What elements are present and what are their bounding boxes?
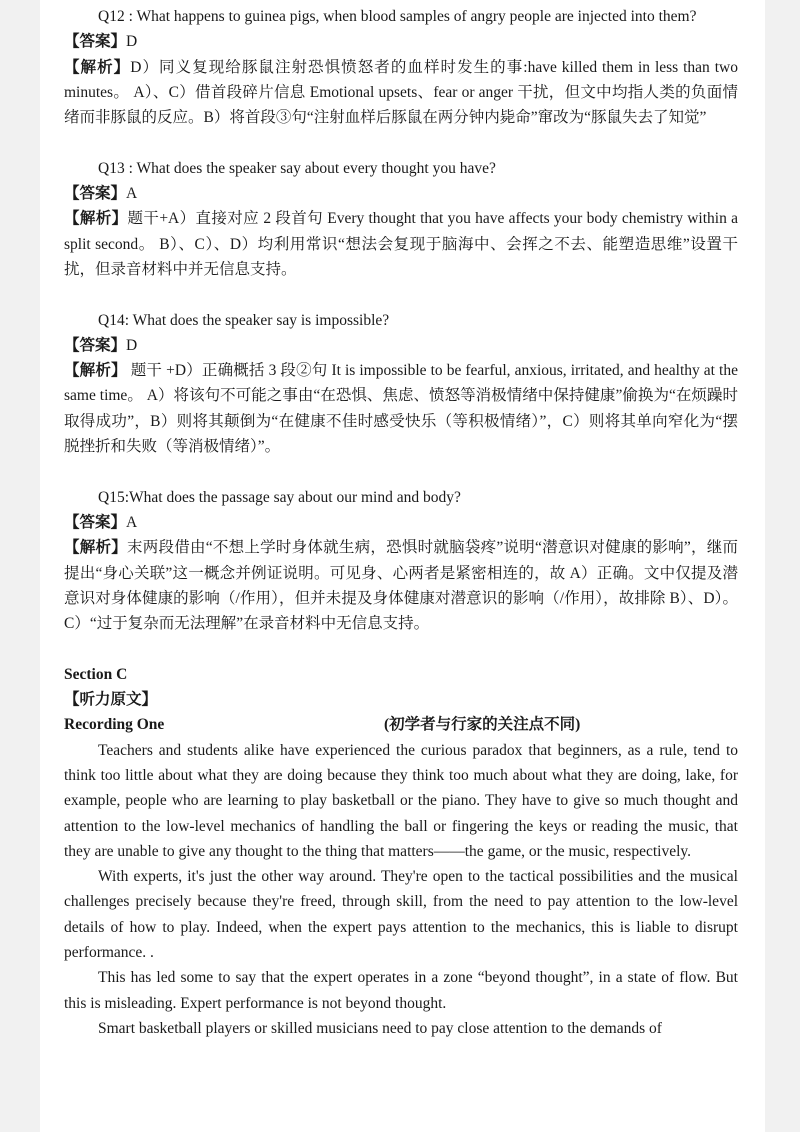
analysis-tag: 【解析】 — [64, 539, 127, 557]
q15-question: Q15:What does the passage say about our mind and body? — [98, 488, 461, 506]
recording-header — [64, 712, 738, 737]
analysis-tag: 【解析】 — [64, 210, 128, 228]
transcript-paragraph: Teachers and students alike have experienced the curious paradox that beginners, as a rule, tend to think too little about what they are doing because they think too much about what they are doing, lake, for example, people who are learning to play basketball or the piano. They have to give so much thought and attention to the low-level mechanics of handling the ball or fingering the keys or reading the music, that they are unable to give any thought to the thing that matters——the game, or the music, respectively. — [64, 741, 738, 860]
answer-tag: 【答案】 — [64, 185, 127, 203]
q12-question: Q12 : What happens to guinea pigs, when blood samples of angry people are injected into them? — [98, 8, 697, 25]
q14-analysis — [64, 358, 738, 459]
answer-value: D — [126, 33, 138, 51]
transcript-paragraph: Smart basketball players or skilled musicians need to pay close attention to the demands of — [98, 1019, 662, 1037]
q13-answer — [64, 181, 738, 206]
q12-answer — [64, 29, 738, 54]
recording-note: (初学者与行家的关注点不同) — [384, 716, 581, 734]
spacer — [64, 282, 738, 307]
answer-value: D — [126, 336, 138, 354]
analysis-text: 末两段借由“不想上学时身体就生病，恐惧时就脑袋疼”说明“潜意识对健康的影响”，继而提出“身心关联”这一概念并例证说明。可见身、心两者是紧密相连的，故 A）正确。文中仅提及潜意识对身体健康的影响（/作用），但并未提及身体健康对潜意识的影响（/作用），故排除 B）、D）。C）“过于复杂而无法理解”在录音材料中无信息支持。 — [64, 539, 738, 633]
analysis-text: D）同义复现给豚鼠注射恐惧愤怒者的血样时发生的事:have killed them in less than two minutes。 A）、C）借首段碎片信息 Emotional upsets、fear or anger 干扰，但文中均指人类的负面情绪而非豚鼠的反应。B）将首段③句“注射血样后豚鼠在两分钟内毙命”窜改为“豚鼠失去了知觉” — [64, 58, 738, 127]
transcript-paragraph: This has led some to say that the expert operates in a zone “beyond thought”, in a state of flow. But this is misleading. Expert performance is not beyond thought. — [64, 969, 738, 1012]
transcript-tag: 【听力原文】 — [64, 691, 158, 709]
q13-analysis — [64, 206, 738, 282]
spacer — [64, 130, 738, 155]
answer-tag: 【答案】 — [64, 513, 127, 531]
q15-analysis — [64, 535, 738, 636]
q15-answer — [64, 510, 738, 535]
q14-question: Q14: What does the speaker say is impossible? — [98, 311, 390, 329]
spacer — [64, 459, 738, 484]
transcript-paragraph: With experts, it's just the other way around. They're open to the tactical possibilities and the musical challenges precisely because they're freed, through skill, from the need to pay attention to the low-level details of how to play. Indeed, when the expert pays attention to the mechanics, this is liable to disrupt performance. . — [64, 868, 738, 961]
analysis-tag: 【解析】 — [64, 362, 127, 380]
analysis-text: 题干 +D）正确概括 3 段②句 It is impossible to be fearful, anxious, irritated, and healthy at the same time。 A）将该句不可能之事由“在恐惧、焦虑、愤怒等消极情绪中保持健康”偷换为“在烦躁时取得成功”，B）则将其颠倒为“在健康不佳时感受快乐（等积极情绪）”，C）则将其单向窄化为“摆脱挫折和失败（等消极情绪）”。 — [64, 362, 738, 456]
recording-title: Recording One — [64, 716, 165, 734]
answer-tag: 【答案】 — [64, 336, 127, 354]
analysis-text: 题干+A）直接对应 2 段首句 Every thought that you have affects your body chemistry within a split second。 B）、C）、D）均利用常识“想法会复现于脑海中、会挥之不去、能塑造思维”设置干扰，但录音材料中并无信息支持。 — [64, 210, 738, 278]
answer-tag: 【答案】 — [64, 33, 127, 51]
answer-value: A — [126, 513, 138, 531]
analysis-tag: 【解析】 — [64, 58, 131, 76]
answer-value: A — [126, 185, 138, 203]
spacer — [64, 636, 738, 661]
q12-analysis — [64, 55, 738, 131]
q14-answer — [64, 333, 738, 358]
q13-question: Q13 : What does the speaker say about every thought you have? — [98, 159, 496, 177]
section-heading: Section C — [64, 665, 128, 683]
